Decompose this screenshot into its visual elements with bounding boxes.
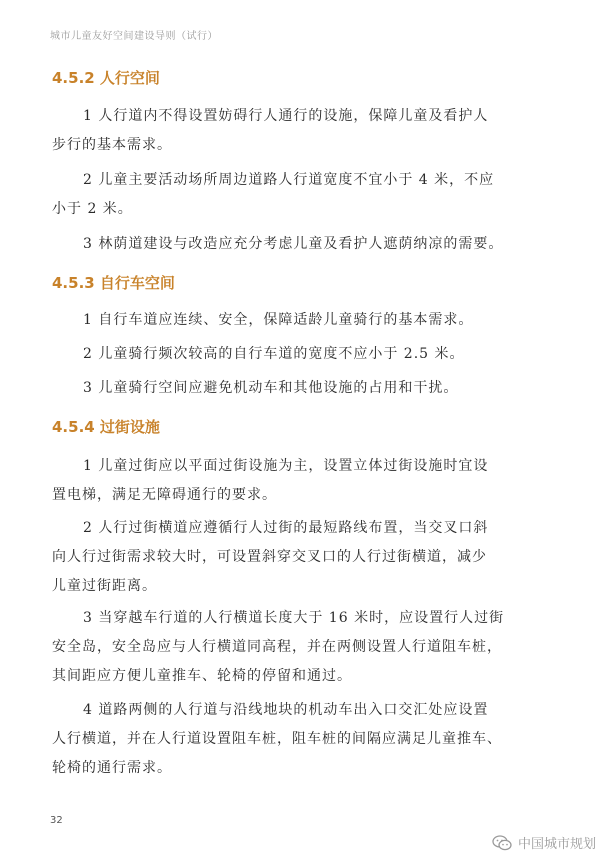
clause-line: 4 道路两侧的人行道与沿线地块的机动车出入口交汇处应设置 [83,702,489,718]
clause-line: 置电梯，满足无障碍通行的要求。 [52,487,277,503]
section-heading-4-5-3: 4.5.3 自行车空间 [52,274,175,292]
page-number: 32 [50,815,63,826]
clause-line: 步行的基本需求。 [52,137,172,153]
clause-line: 2 儿童骑行频次较高的自行车道的宽度不应小于 2.5 米。 [83,346,465,362]
clause-line: 3 林荫道建设与改造应充分考虑儿童及看护人遮荫纳凉的需要。 [83,236,504,252]
clause-4-5-4-1 [52,452,572,510]
clause-line: 人行横道，并在人行道设置阻车桩，阻车桩的间隔应满足儿童推车、 [52,731,502,747]
clause-line: 儿童过街距离。 [52,578,157,594]
clause-line: 向人行过街需求较大时，可设置斜穿交叉口的人行过街横道，减少 [52,549,487,565]
clause-4-5-3-1 [52,306,572,335]
clause-line: 其间距应方便儿童推车、轮椅的停留和通过。 [52,668,352,684]
clause-4-5-2-1 [52,102,572,160]
clause-line: 3 儿童骑行空间应避免机动车和其他设施的占用和干扰。 [83,380,459,396]
clause-line: 1 自行车道应连续、安全，保障适龄儿童骑行的基本需求。 [83,312,474,328]
clause-4-5-2-3 [52,230,572,259]
clause-4-5-3-3 [52,374,572,403]
clause-line: 1 人行道内不得设置妨碍行人通行的设施，保障儿童及看护人 [83,108,489,124]
clause-4-5-4-4 [52,696,572,783]
watermark-text: 中国城市规划 [517,837,596,852]
clause-4-5-4-3 [52,604,572,691]
wechat-icon [492,835,512,851]
section-heading-4-5-2: 4.5.2 人行空间 [52,69,160,87]
clause-4-5-3-2 [52,340,572,369]
clause-line: 2 人行过街横道应遵循行人过街的最短路线布置，当交叉口斜 [83,520,489,536]
clause-line: 安全岛，安全岛应与人行横道同高程，并在两侧设置人行道阻车桩， [52,639,502,655]
clause-line: 2 儿童主要活动场所周边道路人行道宽度不宜小于 4 米，不应 [83,172,495,188]
clause-line: 3 当穿越车行道的人行横道长度大于 16 米时，应设置行人过街 [83,610,505,626]
clause-line: 1 儿童过街应以平面过街设施为主，设置立体过街设施时宜设 [83,458,489,474]
clause-4-5-4-2 [52,514,572,601]
clause-4-5-2-2 [52,166,572,224]
running-header: 城市儿童友好空间建设导则（试行） [50,31,218,42]
clause-line: 轮椅的通行需求。 [52,760,172,776]
section-heading-4-5-4: 4.5.4 过街设施 [52,418,160,436]
watermark [492,833,596,852]
clause-line: 小于 2 米。 [52,201,133,217]
